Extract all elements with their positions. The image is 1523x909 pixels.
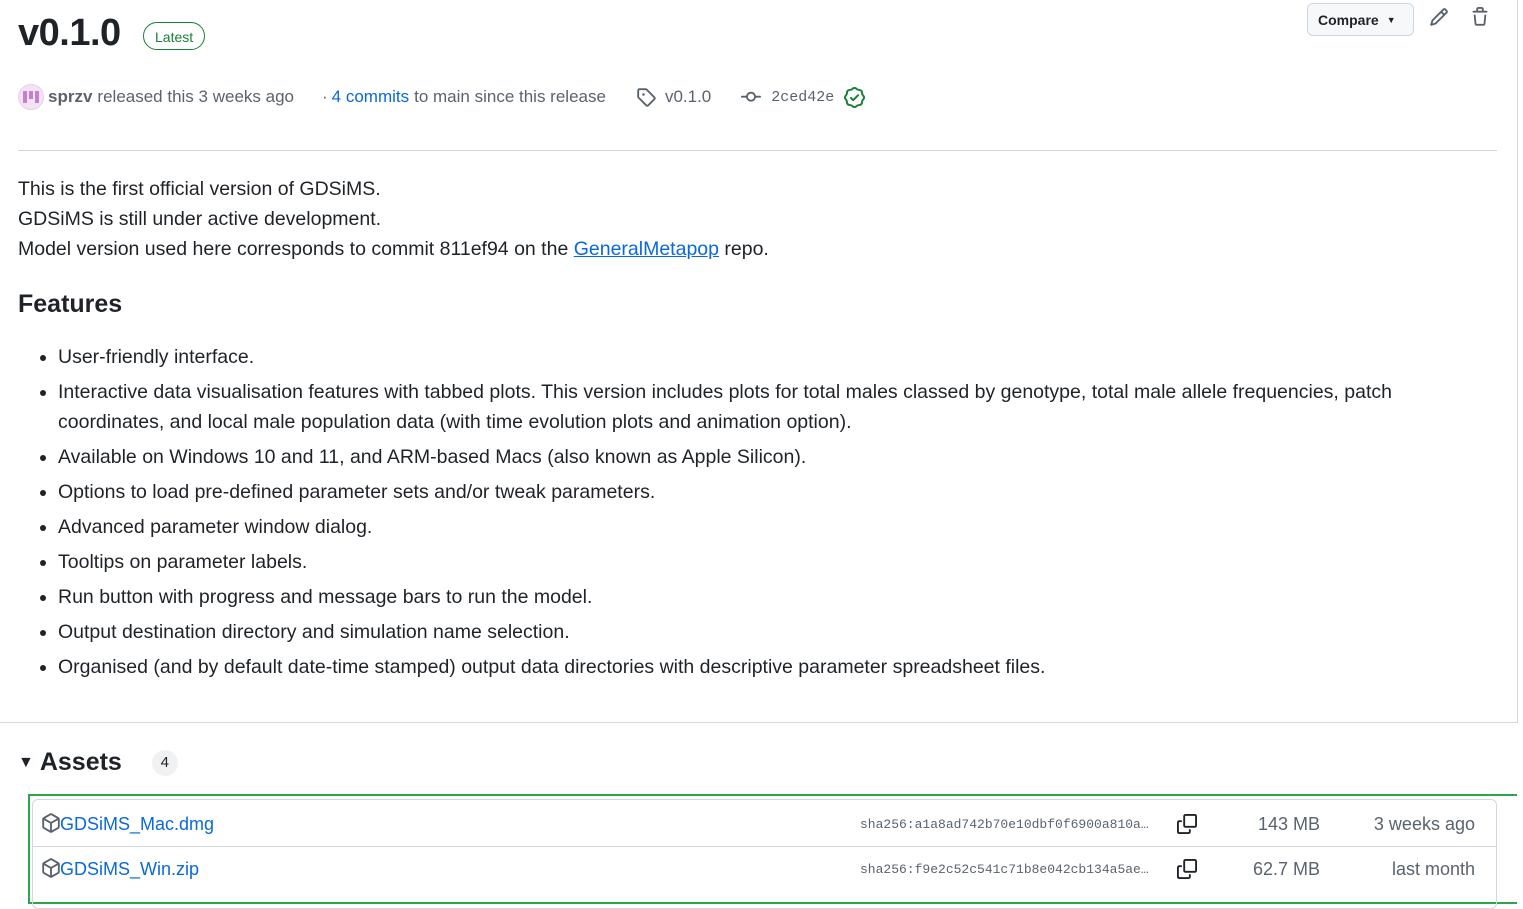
asset-date: 3 weeks ago: [1373, 813, 1475, 834]
package-icon: [41, 813, 61, 833]
released-text: released this 3 weeks ago: [97, 87, 294, 106]
latest-badge: Latest: [143, 22, 205, 50]
trash-icon: [1470, 7, 1490, 27]
asset-size: 62.7 MB: [1252, 858, 1320, 879]
list-item: • Advanced parameter window dialog.: [58, 512, 1458, 542]
list-item: • Run button with progress and message bars to run the model.: [58, 582, 1458, 612]
asset-link[interactable]: GDSiMS_Mac.dmg: [60, 813, 215, 834]
commits-link[interactable]: 4 commits: [331, 87, 410, 106]
author-link[interactable]: sprzv: [48, 87, 93, 106]
description-line: [18, 234, 769, 264]
asset-row: [33, 847, 1496, 891]
asset-sha: sha256:a1a8ad742b70e10dbf0f6900a810a…: [860, 816, 1149, 832]
compare-button[interactable]: [1307, 3, 1414, 36]
release-description: [18, 174, 769, 264]
list-item: • Output destination directory and simulation name selection.: [58, 617, 1458, 647]
description-line: GDSiMS is still under active development.: [18, 208, 382, 230]
asset-size: 143 MB: [1257, 813, 1320, 834]
assets-heading: Assets: [39, 748, 122, 776]
generalmetapop-link[interactable]: GeneralMetapop: [573, 238, 719, 260]
line3-suffix: repo.: [724, 238, 769, 260]
release-meta: [18, 83, 865, 111]
list-item: • Options to load pre-defined parameter sets and/or tweak parameters.: [58, 477, 1458, 507]
list-item: • Interactive data visualisation features with tabbed plots. This version includes plots for total males classed by genotype, total male allele frequencies, patch coordinates, and local male population data (with time evolution plots and animation option).: [58, 377, 1458, 437]
pencil-icon: [1429, 7, 1449, 27]
tag-label: v0.1.0: [664, 87, 712, 106]
asset-date: last month: [1391, 858, 1475, 879]
tag-link[interactable]: [636, 87, 711, 107]
description-line: This is the first official version of GDSiMS.: [18, 178, 381, 200]
list-item: • Organised (and by default date-time stamped) output data directories with descriptive parameter spreadsheet files.: [58, 652, 1458, 682]
commit-sha: 2ced42e: [771, 88, 835, 106]
release-title: v0.1.0: [18, 12, 121, 54]
assets-count: 4: [152, 750, 178, 776]
asset-sha: sha256:f9e2c52c541c71b8e042cb134a5ae…: [860, 861, 1149, 877]
list-item: • Available on Windows 10 and 11, and ARM-based Macs (also known as Apple Silicon).: [58, 442, 1458, 472]
separator: ·: [321, 87, 328, 106]
compare-label: Compare: [1318, 11, 1379, 28]
divider: [18, 150, 1497, 151]
tag-icon: [636, 87, 656, 107]
assets-toggle[interactable]: [18, 748, 178, 777]
features-heading: Features: [18, 290, 123, 318]
check-circle-icon[interactable]: [844, 87, 865, 108]
copy-icon[interactable]: [1177, 814, 1197, 834]
triangle-down-icon: ▼: [18, 753, 34, 771]
commit-link[interactable]: [741, 87, 865, 108]
avatar[interactable]: [18, 84, 44, 110]
list-item: • Tooltips on parameter labels.: [58, 547, 1458, 577]
package-icon: [41, 858, 61, 878]
copy-icon[interactable]: [1177, 859, 1197, 879]
chevron-down-icon: ▼: [1386, 14, 1396, 25]
divider: [0, 722, 1518, 723]
content-right-border: [1517, 0, 1518, 722]
asset-row: [33, 802, 1496, 847]
delete-button[interactable]: [1469, 6, 1491, 28]
edit-button[interactable]: [1428, 6, 1450, 28]
asset-link[interactable]: GDSiMS_Win.zip: [60, 858, 200, 879]
line3-prefix: Model version used here corresponds to commit 811ef94 on the: [18, 238, 569, 260]
commits-suffix: to main since this release: [414, 87, 606, 106]
list-item: • User-friendly interface.: [58, 342, 1458, 372]
features-list: [18, 342, 1458, 687]
git-commit-icon: [741, 87, 761, 107]
